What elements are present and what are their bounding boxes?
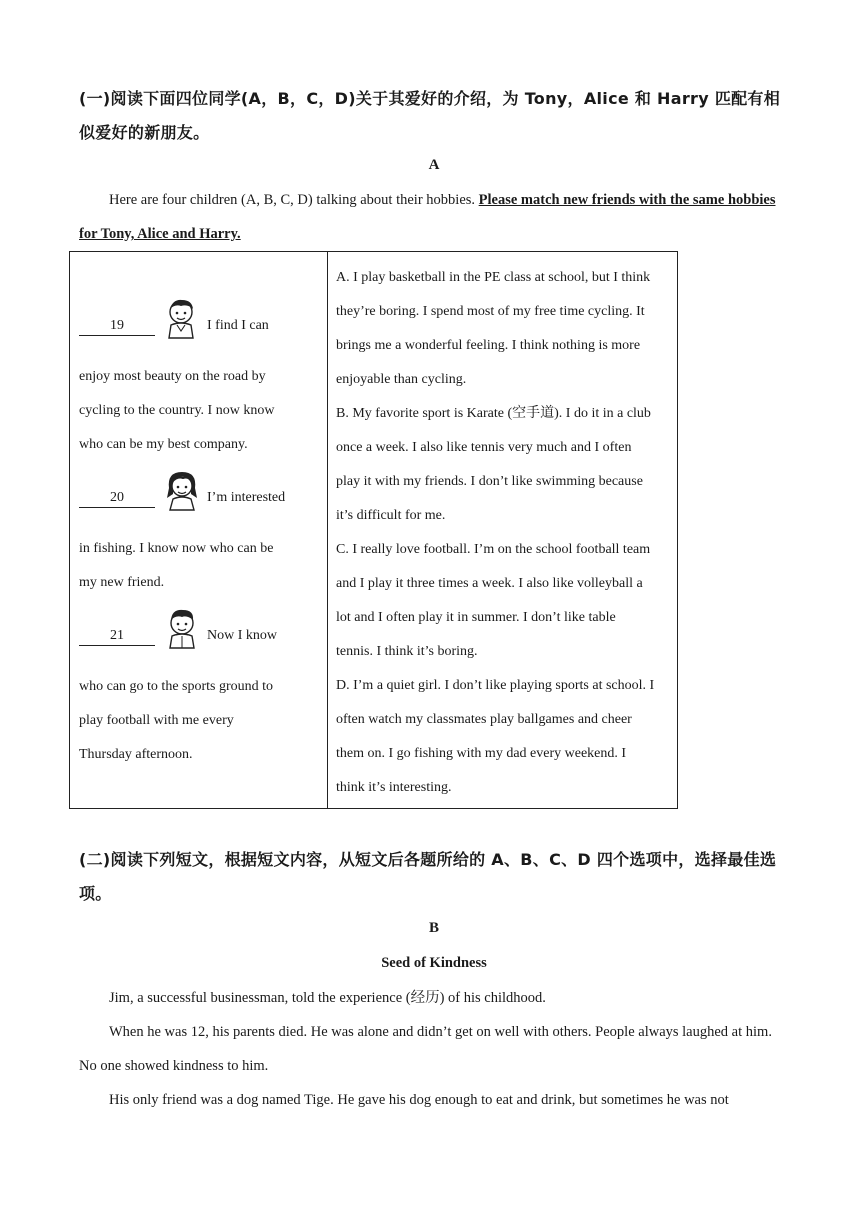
answer-blank-20[interactable]: 20: [79, 489, 155, 508]
passage-b-paragraph-1: Jim, a successful businessman, told the experience (经历) of his childhood.: [109, 990, 546, 1006]
harry-row: [79, 602, 319, 670]
section2-instruction: (二)阅读下列短文，根据短文内容，从短文后各题所给的 A、B、C、D 四个选项中，选择最佳选项。: [79, 850, 777, 903]
option-line: think it’s interesting.: [336, 780, 452, 795]
option-line: B. My favorite sport is Karate (空手道). I do it in a club: [336, 406, 651, 421]
option-line: A. I play basketball in the PE class at school, but I think: [336, 270, 651, 285]
option-line: often watch my classmates play ballgames and cheer: [336, 712, 632, 727]
answer-blank-19[interactable]: 19: [79, 317, 155, 336]
tony-first-line: I find I can: [207, 318, 269, 333]
harry-first-line: Now I know: [207, 628, 277, 643]
passage-b-paragraph-3: His only friend was a dog named Tige. He gave his dog enough to eat and drink, but sometimes he was not: [109, 1092, 729, 1108]
option-line: C. I really love football. I’m on the school football team: [336, 542, 651, 557]
harry-line: who can go to the sports ground to: [79, 679, 274, 694]
option-line: D. I’m a quiet girl. I don’t like playing sports at school. I: [336, 678, 655, 693]
option-line: once a week. I also like tennis very much and I often: [336, 440, 632, 455]
alice-row: [79, 464, 319, 532]
option-line: they’re boring. I spend most of my free time cycling. It: [336, 304, 645, 319]
option-line: enjoyable than cycling.: [336, 372, 467, 387]
option-line: and I play it three times a week. I also like volleyball a: [336, 576, 643, 591]
alice-line: in fishing. I know now who can be: [79, 541, 274, 556]
option-line: them on. I go fishing with my dad every weekend. I: [336, 746, 627, 761]
tony-boy-icon: [161, 296, 203, 356]
passage-b-paragraph-2: When he was 12, his parents died. He was alone and didn’t get on well with others. People always laughed at him. No one showed kindness to him.: [79, 1024, 772, 1074]
harry-line: Thursday afternoon.: [79, 747, 193, 762]
harry-line: play football with me every: [79, 713, 234, 728]
harry-boy-icon: [161, 606, 203, 666]
alice-line: my new friend.: [79, 575, 165, 590]
intro-text: Here are four children (A, B, C, D) talking about their hobbies.: [109, 192, 479, 208]
section1-intro: [79, 183, 784, 251]
section1-instruction: (一)阅读下面四位同学(A，B，C，D)关于其爱好的介绍，为 Tony，Alice 和 Harry 匹配有相似爱好的新朋友。: [79, 89, 781, 142]
passage-b-letter: B: [428, 920, 439, 936]
passage-b-title: Seed of Kindness: [381, 955, 487, 971]
option-line: play it with my friends. I don’t like swimming because: [336, 474, 643, 489]
matching-table: [69, 251, 678, 809]
option-line: it’s difficult for me.: [336, 508, 446, 523]
students-column: [70, 252, 328, 809]
alice-first-line: I’m interested: [207, 490, 286, 505]
option-line: brings me a wonderful feeling. I think nothing is more: [336, 338, 641, 353]
option-line: lot and I often play it in summer. I don’t like table: [336, 610, 616, 625]
alice-girl-icon: [161, 468, 203, 528]
tony-line: enjoy most beauty on the road by: [79, 369, 266, 384]
passage-a-letter: A: [428, 157, 440, 173]
tony-row: [79, 292, 319, 360]
intro-emphasis: Please match new friends with the same hobbies for Tony, Alice and Harry.: [79, 192, 776, 242]
options-column: [328, 252, 678, 809]
tony-line: cycling to the country. I now know: [79, 403, 275, 418]
answer-blank-21[interactable]: 21: [79, 627, 155, 646]
tony-line: who can be my best company.: [79, 437, 248, 452]
option-line: tennis. I think it’s boring.: [336, 644, 478, 659]
